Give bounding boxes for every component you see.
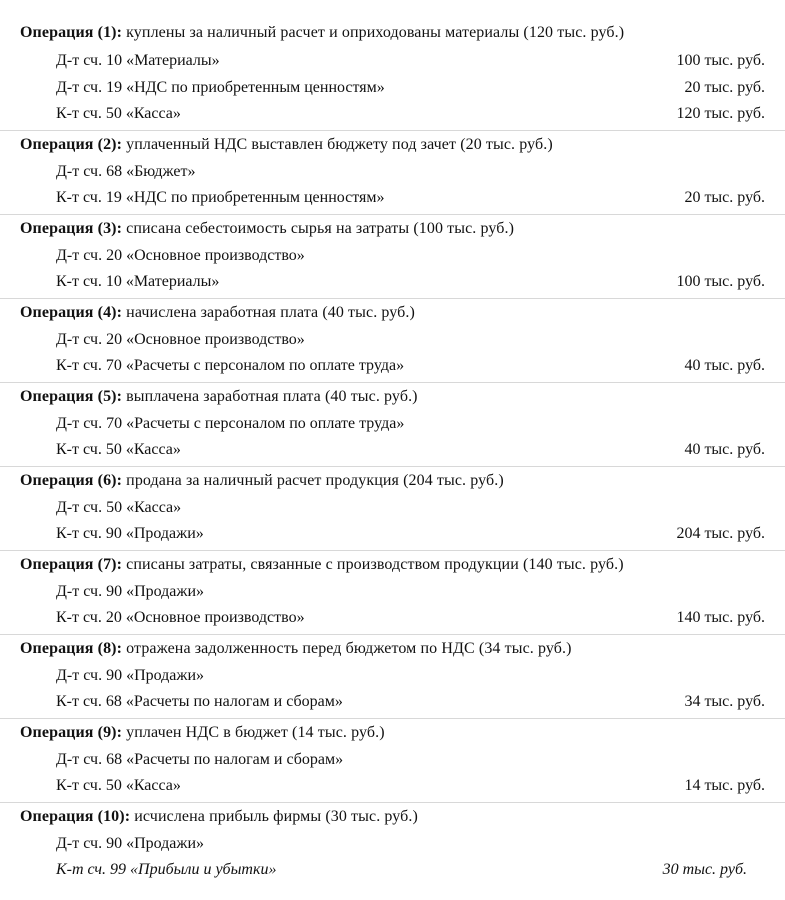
separator-line — [0, 718, 785, 719]
amount: 20 тыс. руб. — [684, 189, 765, 206]
credit-line: К-т сч. 68 «Расчеты по налогам и сборам» — [56, 693, 343, 710]
credit-line: К-т сч. 90 «Продажи» — [56, 525, 204, 542]
amount: 100 тыс. руб. — [676, 52, 765, 69]
operation-text: уплачен НДС в бюджет (14 тыс. руб.) — [126, 724, 385, 741]
operation-text: списана себестоимость сырья на затраты (100 тыс. руб.) — [126, 220, 515, 237]
credit-line: К-т сч. 70 «Расчеты с персоналом по оплате труда» — [56, 357, 405, 374]
debit-line: Д-т сч. 68 «Расчеты по налогам и сборам» — [56, 751, 344, 768]
operation-heading — [20, 388, 418, 406]
operation-label: Операция (9): — [20, 724, 123, 741]
credit-line: К-т сч. 19 «НДС по приобретенным ценностям» — [56, 189, 385, 206]
operation-text: уплаченный НДС выставлен бюджету под зачет (20 тыс. руб.) — [126, 136, 553, 153]
debit-line: Д-т сч. 90 «Продажи» — [56, 667, 205, 684]
operation-text: выплачена заработная плата (40 тыс. руб.) — [126, 388, 418, 405]
separator-line — [0, 802, 785, 803]
operation-label: Операция (5): — [20, 388, 123, 405]
debit-line: Д-т сч. 70 «Расчеты с персоналом по оплате труда» — [56, 415, 405, 432]
amount: 204 тыс. руб. — [676, 525, 765, 542]
operation-heading — [20, 724, 385, 742]
operation-heading — [20, 136, 553, 154]
separator-line — [0, 634, 785, 635]
separator-line — [0, 550, 785, 551]
debit-line: Д-т сч. 10 «Материалы» — [56, 52, 220, 69]
credit-line: К-т сч. 10 «Материалы» — [56, 273, 220, 290]
operation-label: Операция (10): — [20, 808, 131, 825]
debit-line: Д-т сч. 20 «Основное производство» — [56, 247, 305, 264]
amount: 14 тыс. руб. — [684, 777, 765, 794]
operation-text: продана за наличный расчет продукция (204 тыс. руб.) — [126, 472, 504, 489]
operation-label: Операция (7): — [20, 556, 123, 573]
operation-heading — [20, 220, 514, 238]
operation-text: куплены за наличный расчет и оприходованы материалы (120 тыс. руб.) — [126, 24, 625, 41]
operation-label: Операция (1): — [20, 24, 123, 41]
separator-line — [0, 382, 785, 383]
separator-line — [0, 130, 785, 131]
amount: 30 тыс. руб. — [662, 861, 747, 878]
operation-label: Операция (6): — [20, 472, 123, 489]
amount: 34 тыс. руб. — [684, 693, 765, 710]
operation-text: исчислена прибыль фирмы (30 тыс. руб.) — [134, 808, 418, 825]
debit-line: Д-т сч. 50 «Касса» — [56, 499, 182, 516]
amount: 120 тыс. руб. — [676, 105, 765, 122]
operation-text: начислена заработная плата (40 тыс. руб.) — [126, 304, 415, 321]
operation-label: Операция (3): — [20, 220, 123, 237]
operation-text: списаны затраты, связанные с производством продукции (140 тыс. руб.) — [126, 556, 624, 573]
credit-line: К-т сч. 20 «Основное производство» — [56, 609, 305, 626]
debit-line: Д-т сч. 90 «Продажи» — [56, 835, 205, 852]
amount: 40 тыс. руб. — [684, 441, 765, 458]
separator-line — [0, 298, 785, 299]
credit-line: К-т сч. 50 «Касса» — [56, 105, 181, 122]
debit-line: Д-т сч. 20 «Основное производство» — [56, 331, 305, 348]
separator-line — [0, 214, 785, 215]
amount: 100 тыс. руб. — [676, 273, 765, 290]
debit-line: Д-т сч. 90 «Продажи» — [56, 583, 205, 600]
debit-line: Д-т сч. 19 «НДС по приобретенным ценностям» — [56, 79, 385, 96]
amount: 20 тыс. руб. — [684, 79, 765, 96]
credit-line: К-т сч. 50 «Касса» — [56, 777, 181, 794]
operation-heading — [20, 808, 418, 826]
debit-line: Д-т сч. 68 «Бюджет» — [56, 163, 196, 180]
operation-text: отражена задолженность перед бюджетом по НДС (34 тыс. руб.) — [126, 640, 572, 657]
amount: 140 тыс. руб. — [676, 609, 765, 626]
operation-heading — [20, 472, 504, 490]
operation-label: Операция (8): — [20, 640, 123, 657]
operation-label: Операция (2): — [20, 136, 123, 153]
separator-line — [0, 466, 785, 467]
credit-line: К-т сч. 50 «Касса» — [56, 441, 181, 458]
amount: 40 тыс. руб. — [684, 357, 765, 374]
operation-heading — [20, 24, 624, 42]
operation-heading — [20, 640, 572, 658]
operation-heading — [20, 304, 415, 322]
operation-label: Операция (4): — [20, 304, 123, 321]
credit-line: К-т сч. 99 «Прибыли и убытки» — [56, 861, 277, 878]
operation-heading — [20, 556, 624, 574]
